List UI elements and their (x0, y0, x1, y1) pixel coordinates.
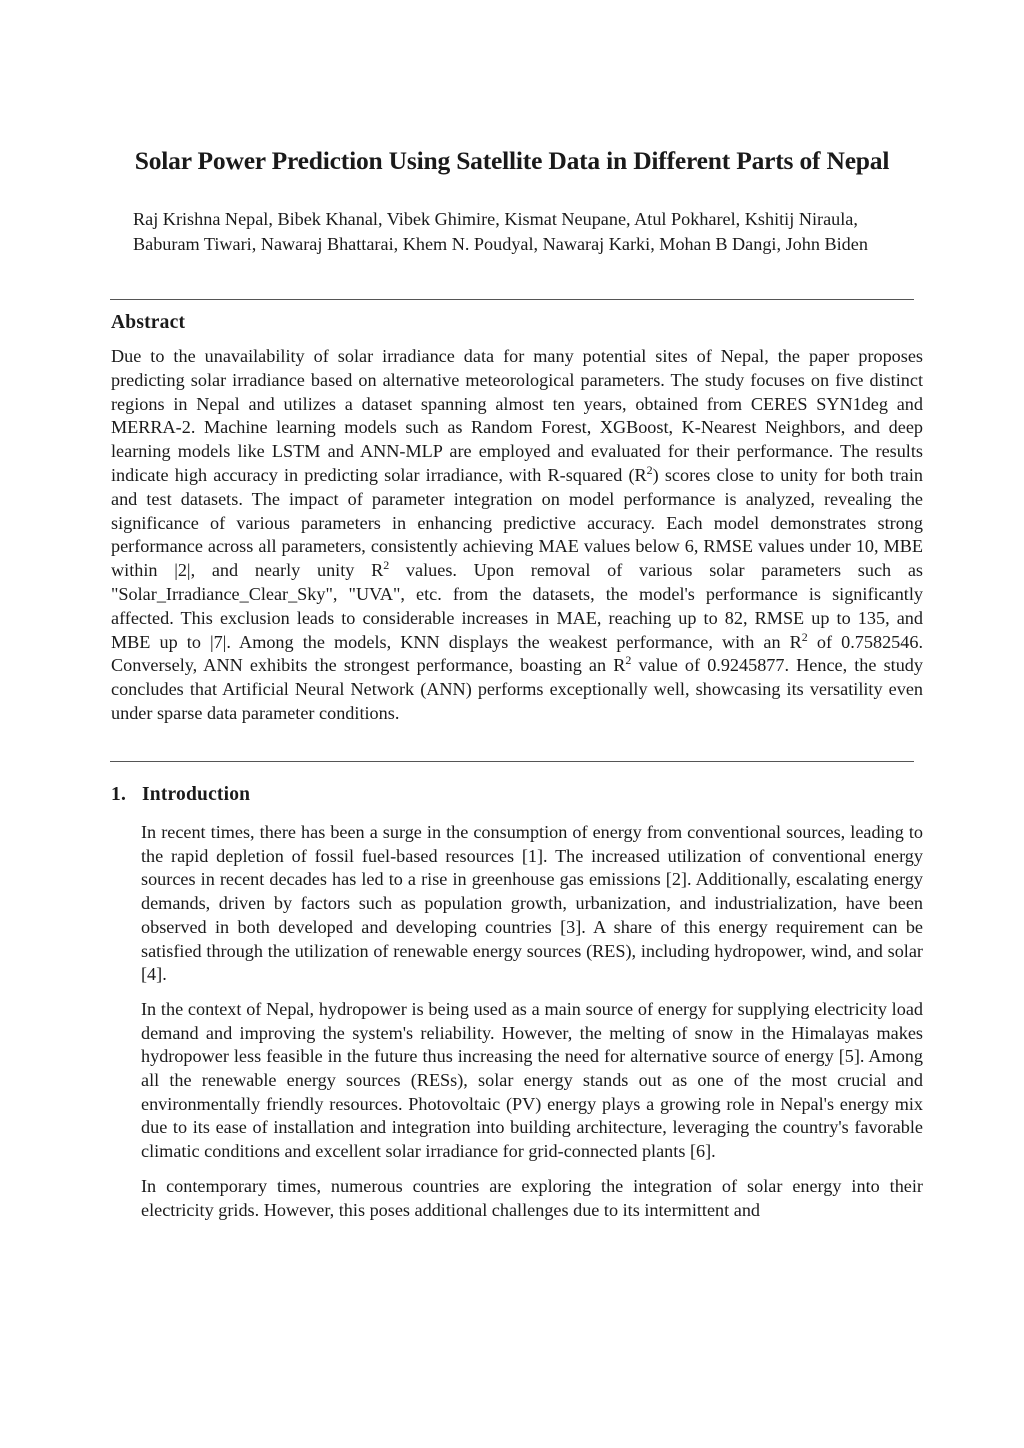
paper-title: Solar Power Prediction Using Satellite Data in Different Parts of Nepal (134, 146, 890, 175)
abstract-text-part: ) scores close to unity for both train and test datasets. The impact of parameter integration on model performance is analyzed, revealing the significance of various parameters in enhancing predictive accuracy. Each model demonstrates strong performance across all parameters, consistently achieving MAE values below 6, RMSE values under 10, MBE within |2|, and nearly unity R (111, 464, 923, 581)
abstract-top-rule (110, 299, 914, 300)
superscript: 2 (646, 462, 653, 477)
abstract-heading: Abstract (111, 312, 186, 333)
intro-paragraph-3: In contemporary times, numerous countries are exploring the integration of solar energy into their electricity grids. However, this poses additional challenges due to its intermittent and (141, 1175, 923, 1220)
superscript: 2 (801, 629, 808, 644)
abstract-text (111, 345, 923, 726)
intro-paragraph-2: In the context of Nepal, hydropower is being used as a main source of energy for supplying electricity load demand and improving the system's reliability. However, the melting of snow in the Himalayas makes hydropower less feasible in the future thus increasing the need for alternative source of energy [5]. Among all the renewable energy sources (RESs), solar energy stands out as one of the most crucial and environmentally friendly resources. Photovoltaic (PV) energy plays a growing role in Nepal's energy mix due to its ease of installation and integration into building architecture, leveraging the country's favorable climatic conditions and excellent solar irradiance for grid-connected plants [6]. (141, 998, 923, 1162)
section-number: 1. (111, 784, 127, 805)
abstract-text-part: Due to the unavailability of solar irradiance data for many potential sites of Nepal, the paper proposes predicting solar irradiance based on alternative meteorological parameters. The study focuses on five distinct regions in Nepal and utilizes a dataset spanning almost ten years, obtained from CERES SYN1deg and MERRA-2. Machine learning models such as Random Forest, XGBoost, K-Nearest Neighbors, and deep learning models like LSTM and ANN-MLP are employed and evaluated for their performance. The results indicate high accuracy in predicting solar irradiance, with R-squared (R (111, 346, 923, 485)
introduction-heading (111, 782, 250, 808)
abstract-text-part: value of 0.9245877. Hence, the study concludes that Artificial Neural Network (ANN) performs exceptionally well, showcasing its versatility even under sparse data parameter conditions. (111, 655, 923, 723)
intro-paragraph-1: In recent times, there has been a surge in the consumption of energy from conventional sources, leading to the rapid depletion of fossil fuel-based resources [1]. The increased utilization of conventional energy sources in recent decades has led to a rise in greenhouse gas emissions [2]. Additionally, escalating energy demands, driven by factors such as population growth, urbanization, and industrialization, have been observed in both developed and developing countries [3]. A share of this energy requirement can be satisfied through the utilization of renewable energy sources (RES), including hydropower, wind, and solar [4]. (141, 822, 923, 985)
superscript: 2 (625, 653, 632, 668)
section-title: Introduction (142, 784, 251, 805)
abstract-text-part: of 0.7582546. Conversely, ANN exhibits the strongest performance, boasting an R (111, 631, 923, 676)
introduction-body (141, 821, 923, 1233)
abstract-text-part: values. Upon removal of various solar parameters such as "Solar_Irradiance_Clear_Sky", "UVA", etc. from the datasets, the model's performance is significantly affected. This exclusion leads to considerable increases in MAE, reaching up to 82, RMSE up to 135, and MBE up to |7|. Among the models, KNN displays the weakest performance, with an R (111, 560, 924, 652)
superscript: 2 (383, 558, 390, 573)
abstract-bottom-rule (110, 761, 914, 762)
author-list: Raj Krishna Nepal, Bibek Khanal, Vibek Ghimire, Kismat Neupane, Atul Pokharel, Kshitij Niraula, Baburam Tiwari, Nawaraj Bhattarai, Khem N. Poudyal, Nawaraj Karki, Mohan B Dangi, John Biden (133, 209, 868, 254)
